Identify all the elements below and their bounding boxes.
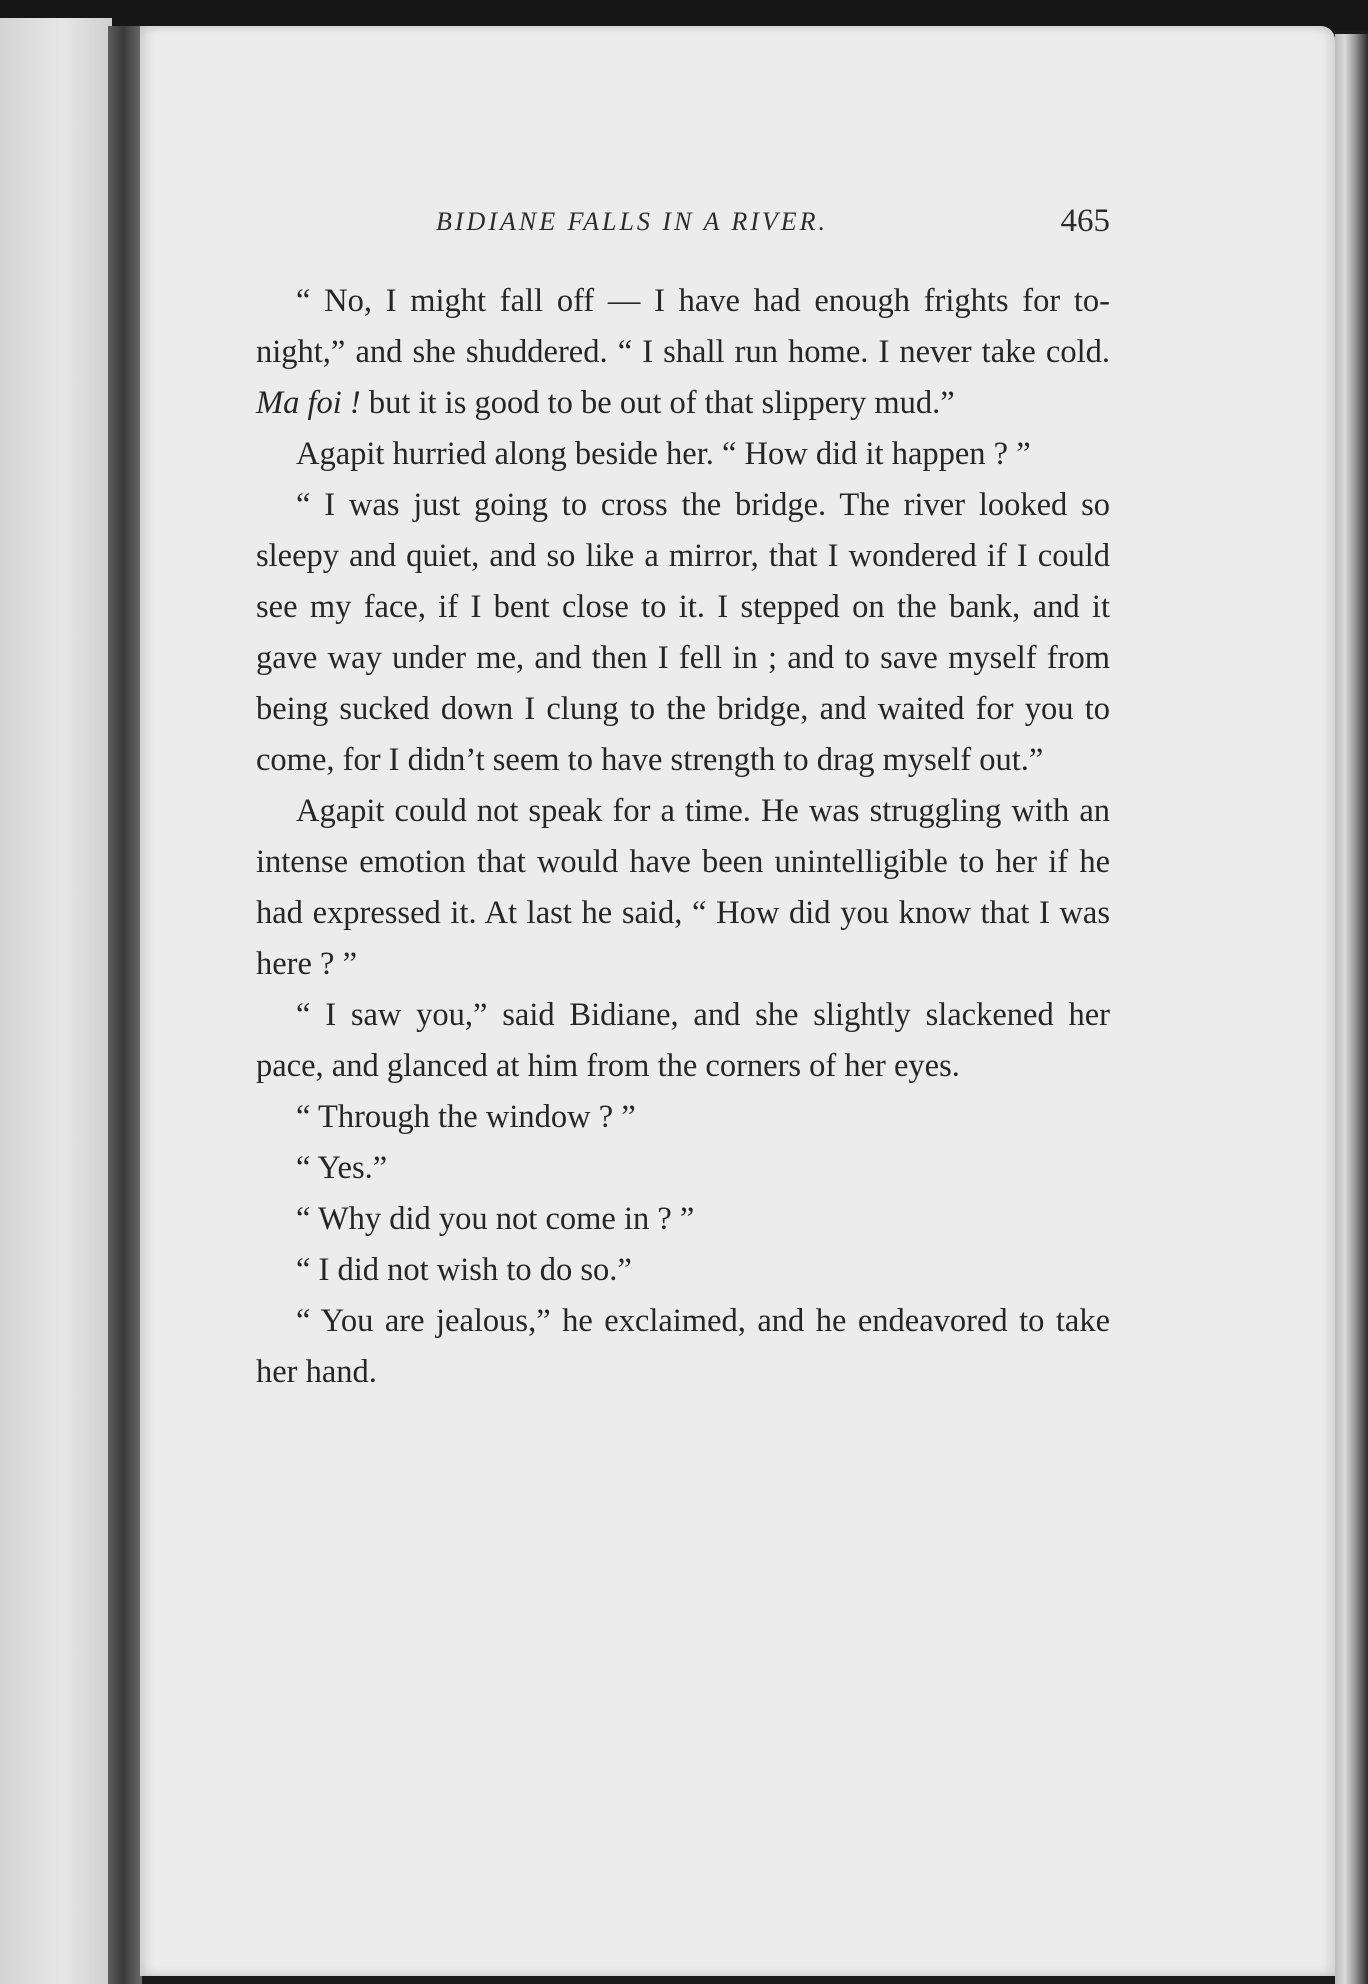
page-fore-edge <box>1335 34 1368 1984</box>
paragraph: “ Why did you not come in ? ” <box>296 1201 695 1237</box>
page-number: 465 <box>1060 203 1110 239</box>
paragraph: “ I saw you,” said Bidiane, and she slightly slackened her pace, and glanced at him from the corners of her eyes. <box>256 997 1110 1084</box>
body-text <box>256 276 1110 1398</box>
italic-phrase: Ma foi ! <box>256 385 361 421</box>
running-head <box>436 203 1110 247</box>
paragraph: Agapit hurried along beside her. “ How did it happen ? ” <box>296 436 1031 472</box>
paragraph: “ No, I might fall off — I have had enough frights for to-night,” and she shuddered. “ I shall run home. I never take cold. Ma foi ! but it is good to be out of that slippery mud.” <box>256 283 1110 421</box>
book-gutter <box>108 26 142 1984</box>
paragraph: “ Yes.” <box>296 1150 388 1186</box>
paragraph: “ I did not wish to do so.” <box>296 1252 632 1288</box>
running-title: BIDIANE FALLS IN A RIVER. <box>436 207 829 236</box>
paragraph: Agapit could not speak for a time. He was struggling with an intense emotion that would have been unintelligible to her if he had expressed it. At last he said, “ How did you know that I was here ? ” <box>256 793 1110 982</box>
paragraph: “ I was just going to cross the bridge. The river looked so sleepy and quiet, and so like a mirror, that I wondered if I could see my face, if I bent close to it. I stepped on the bank, and it gave way under me, and then I fell in ; and to save myself from being sucked down I clung to the bridge, and waited for you to come, for I didn’t seem to have strength to drag myself out.” <box>256 487 1110 778</box>
paragraph: “ You are jealous,” he exclaimed, and he endeavored to take her hand. <box>256 1303 1110 1390</box>
paragraph: “ Through the window ? ” <box>296 1099 636 1135</box>
facing-page-edge <box>0 18 112 1984</box>
